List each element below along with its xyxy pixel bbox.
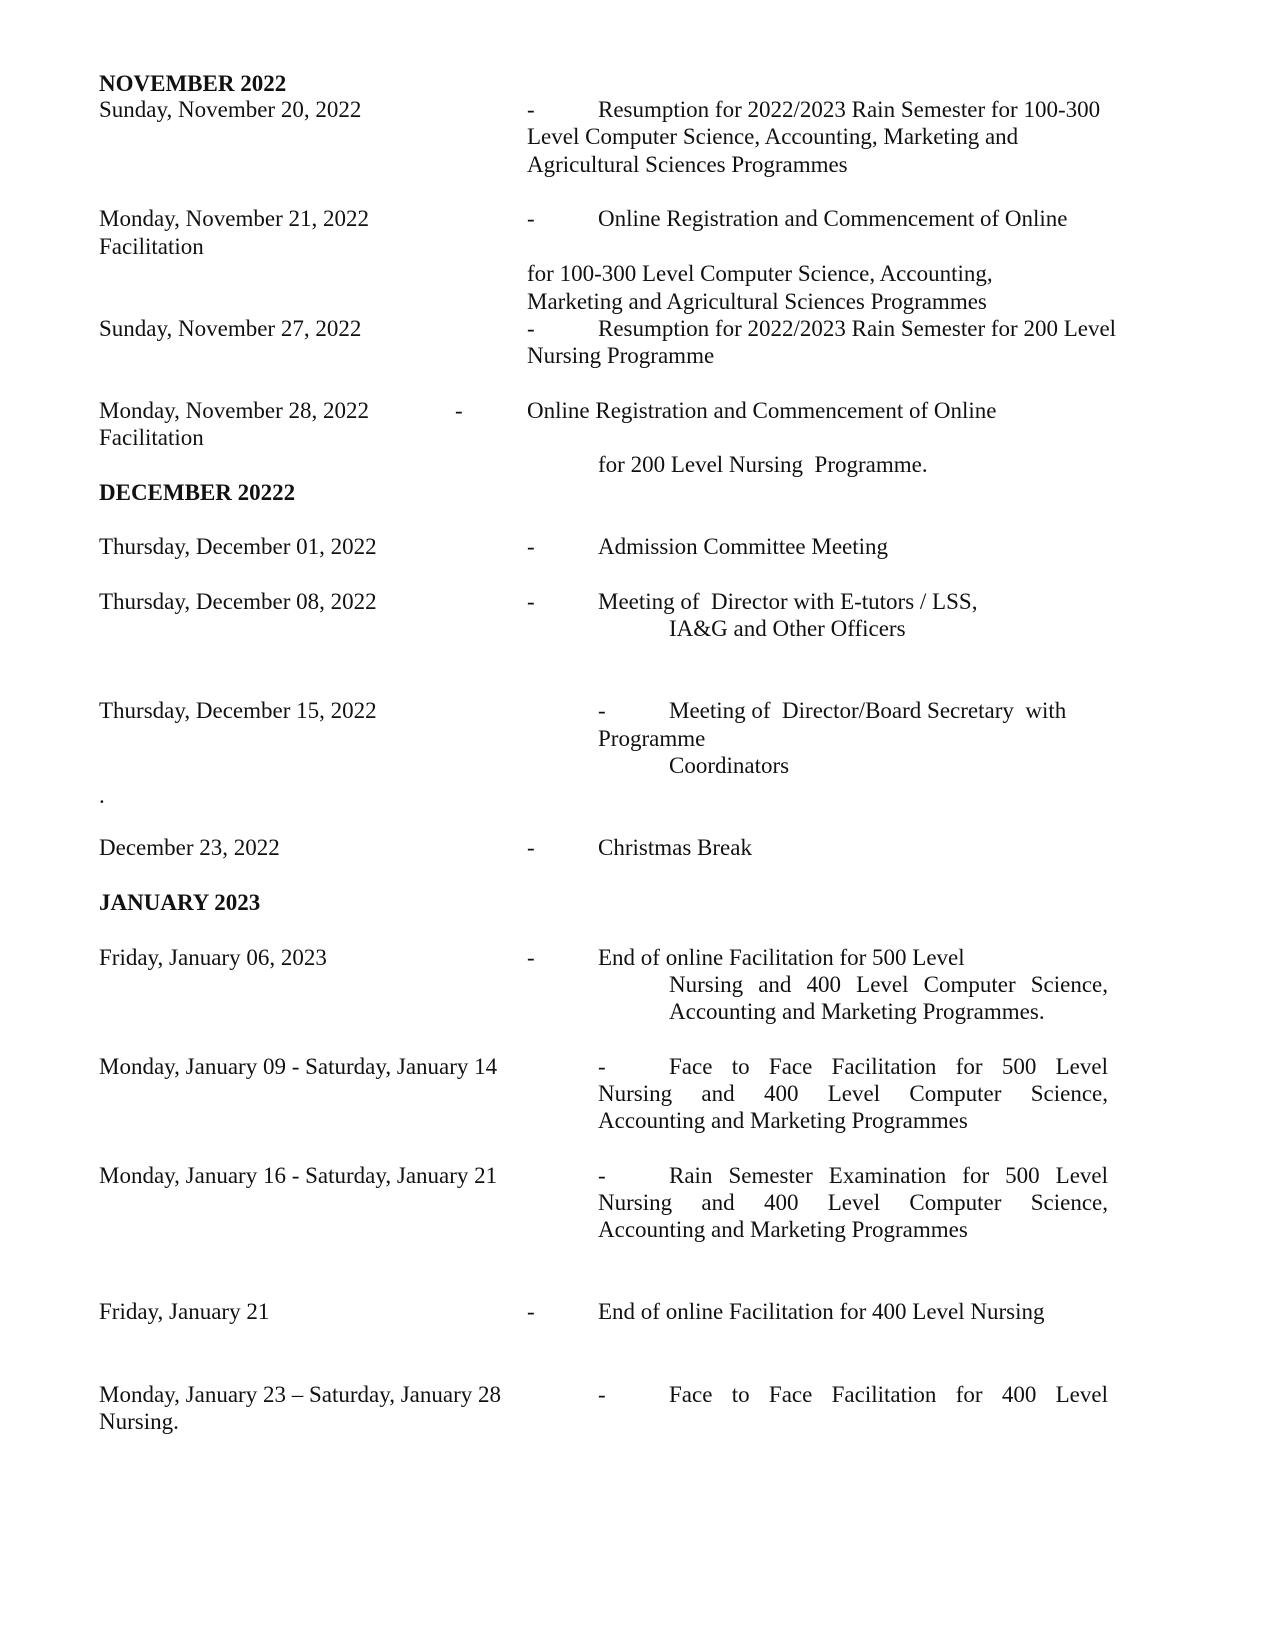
event-date: Facilitation [99, 234, 204, 259]
event-dash: - [527, 589, 535, 614]
event-description: Christmas Break [598, 835, 752, 860]
event-dash: - [455, 398, 463, 423]
event-dash: - [598, 1163, 606, 1188]
event-description: Agricultural Sciences Programmes [527, 152, 848, 177]
event-date: Monday, January 09 - Saturday, January 14 [99, 1054, 498, 1079]
event-description: Coordinators [669, 753, 790, 778]
event-dash: - [527, 97, 535, 122]
event-description: IA&G and Other Officers [669, 616, 906, 641]
event-dash: - [527, 206, 535, 231]
event-dash: - [598, 1054, 606, 1079]
event-description: Resumption for 2022/2023 Rain Semester for 100-300 [598, 97, 1101, 122]
event-date: Thursday, December 08, 2022 [99, 589, 377, 614]
event-description: Accounting and Marketing Programmes [598, 1217, 968, 1242]
stray-dot: . [99, 783, 105, 808]
event-date: Thursday, December 01, 2022 [99, 534, 377, 559]
event-date: Facilitation [99, 425, 204, 450]
event-date: Sunday, November 20, 2022 [99, 97, 362, 122]
event-date: Friday, January 06, 2023 [99, 945, 327, 970]
event-description: Accounting and Marketing Programmes [598, 1108, 968, 1133]
event-description: Resumption for 2022/2023 Rain Semester for 200 Level [598, 316, 1117, 341]
event-description: Meeting of Director/Board Secretary with [669, 698, 1067, 723]
event-date: Monday, November 28, 2022 [99, 398, 369, 423]
event-description: Level Computer Science, Accounting, Marketing and [527, 124, 1019, 149]
event-date: Nursing. [99, 1409, 179, 1434]
event-date: Thursday, December 15, 2022 [99, 698, 377, 723]
event-description: Rain Semester Examination for 500 Level [669, 1163, 1108, 1188]
event-date: Monday, January 23 – Saturday, January 28 [99, 1382, 501, 1407]
event-dash: - [527, 945, 535, 970]
event-description: Admission Committee Meeting [598, 534, 889, 559]
event-description: End of online Facilitation for 400 Level Nursing [598, 1299, 1045, 1324]
event-description: End of online Facilitation for 500 Level [598, 945, 965, 970]
event-description: Online Registration and Commencement of Online [598, 206, 1068, 231]
event-date: Sunday, November 27, 2022 [99, 316, 362, 341]
event-date: Monday, January 16 - Saturday, January 21 [99, 1163, 498, 1188]
event-date: Monday, November 21, 2022 [99, 206, 369, 231]
event-description: for 100-300 Level Computer Science, Accounting, [527, 261, 993, 286]
event-description: Face to Face Facilitation for 500 Level [669, 1054, 1108, 1079]
event-date: Friday, January 21 [99, 1299, 270, 1324]
event-description: Nursing Programme [527, 343, 715, 368]
month-heading-november: NOVEMBER 2022 [99, 71, 287, 96]
event-description: Face to Face Facilitation for 400 Level [669, 1382, 1108, 1407]
event-dash: - [527, 316, 535, 341]
month-heading-december: DECEMBER 20222 [99, 480, 296, 505]
event-description: Programme [598, 726, 706, 751]
event-description: Online Registration and Commencement of Online [527, 398, 997, 423]
event-date: December 23, 2022 [99, 835, 280, 860]
event-description: Meeting of Director with E-tutors / LSS, [598, 589, 978, 614]
event-description: Accounting and Marketing Programmes. [669, 999, 1045, 1024]
event-dash: - [598, 1382, 606, 1407]
event-description: Nursing and 400 Level Computer Science, [669, 972, 1108, 997]
event-dash: - [527, 1299, 535, 1324]
month-heading-january: JANUARY 2023 [99, 890, 261, 915]
event-description: Marketing and Agricultural Sciences Programmes [527, 289, 987, 314]
event-dash: - [598, 698, 606, 723]
event-dash: - [527, 534, 535, 559]
event-dash: - [527, 835, 535, 860]
event-description: for 200 Level Nursing Programme. [598, 452, 928, 477]
event-description: Nursing and 400 Level Computer Science, [598, 1190, 1108, 1215]
event-description: Nursing and 400 Level Computer Science, [598, 1081, 1108, 1106]
